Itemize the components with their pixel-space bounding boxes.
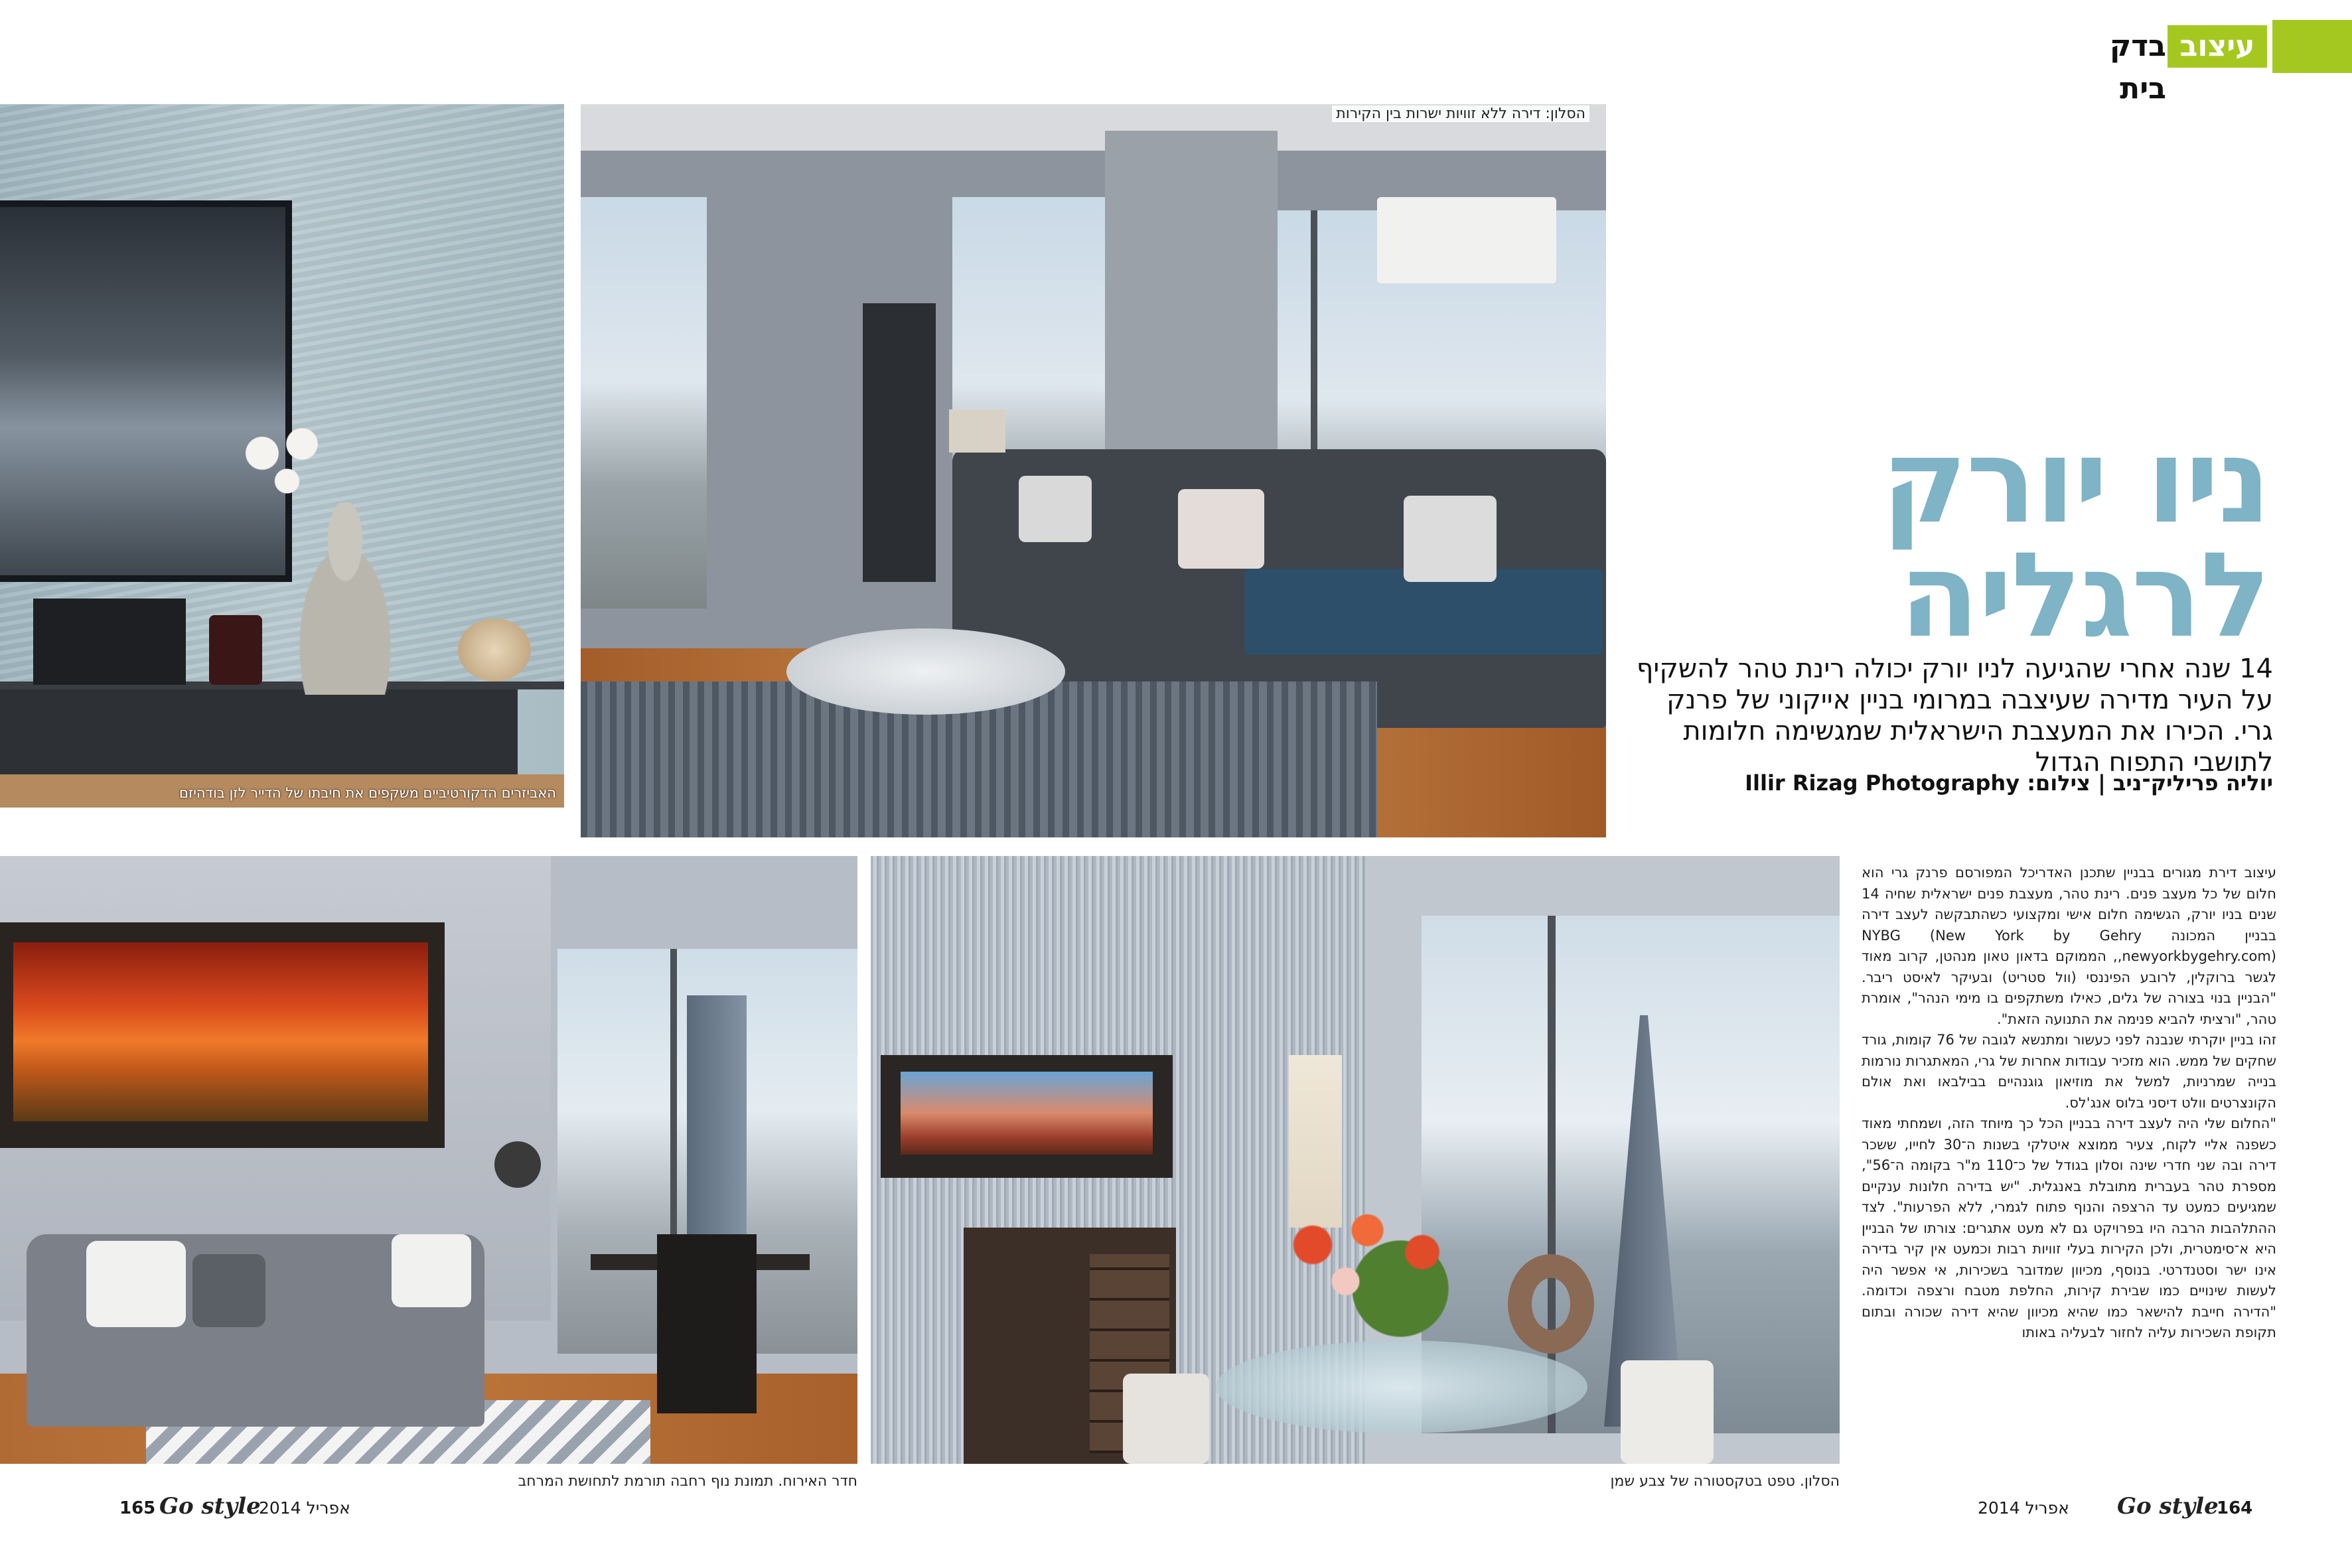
go-style-logo-right: Go style xyxy=(2117,1493,2219,1520)
guest-pillow-white xyxy=(86,1241,186,1327)
dining-chair-left xyxy=(1123,1374,1209,1464)
photo-buddha-wall xyxy=(0,104,564,808)
photo-dining xyxy=(871,856,1840,1490)
pillow-3 xyxy=(1404,496,1497,582)
guest-pillow-white-2 xyxy=(392,1234,471,1307)
go-style-logo-left: Go style xyxy=(159,1493,261,1520)
footer-left xyxy=(119,1493,451,1526)
table-lamp xyxy=(949,409,1005,453)
section-name: בדק בית xyxy=(2109,29,2166,106)
pillow-2 xyxy=(1178,489,1264,569)
landscape-canyon xyxy=(901,1072,1153,1155)
coffee-table xyxy=(786,628,1065,715)
title-line-2: לרגליה xyxy=(1899,528,2270,664)
photo-living-room xyxy=(581,104,1606,837)
body-paragraph: עיצוב דירת מגורים בבניין שתכנן האדריכל המפורסם פרנק גרי הוא חלום של כל מעצב פנים. רינת טהר, מעצבת פנים ישראלית שחיה 14 שנים בניו יורק, הגשימה חלום אישי ומקצועי כשהתבקשה לעצב דירה בבניין המכונה NYBG (New York by Gehry ,newyorkbygehry.com), הממוקם בדאון טאון מנהטן, קרוב מאוד לגשר ברוקלין, לרובע הפיננסי (וול סטריט) ובעיקר לאיסט ריבר. "הבניין בנוי בצורה של גלים, כאילו משתקפים בו מימי הנהר", אומרת טהר, "ורציתי להביא פנימה את התנועה הזאת". xyxy=(1862,865,2276,1027)
stereo-unit xyxy=(33,599,186,685)
caption-guest-room: חדר האירוח. תמונת נוף רחבה תורמת לתחושת המרחב xyxy=(518,1473,857,1490)
sculpture-ring xyxy=(1508,1254,1594,1354)
footer-right xyxy=(1964,1493,2296,1526)
page-number-right: 164 xyxy=(2217,1498,2253,1518)
tv-screen xyxy=(0,200,292,582)
floor-lamp-shade xyxy=(1377,197,1556,283)
section-tag-label: עיצוב xyxy=(2168,25,2267,68)
body-paragraph: "החלום שלי היה לעצב דירה בבניין הכל כך מיוחד הזה, ושמחתי מאוד כשפנה אליי לקוח, צעיר ממוצא איטלקי בשנות ה־30 לחייו, ששכר דירה ובה שני חדרי שינה וסלון בגודל של כ־110 מ"ר בקומה ה־56", מספרת טהר בעברית מתובלת באנגלית. "יש בדירה חלונות ענקיים שמגיעים כמעט עד הרצפה והנוף פתוח לגמרי, ללא הפרעות". לצד ההתלהבות הרבה היו בפרויקט גם לא מעט אתגרים: צורתו של הבניין היא א־סימטרית, ולכן הקירות בעלי זוויות רבות וכמעט אין קיר בדירה אינו ישר וסטנדרטי. בנוסף, מכיוון שמדובר בשכירות, אי אפשר היה לעשות שינויים כמו שבירת קירות, החלפת מטבח ורצפה וכדומה. "הדירה חייבת להישאר כמו שהיא מכיוון שהיא דירה שכורה ובתום תקופת השכירות עליה לחזור לבעליה באותו xyxy=(1862,1115,2277,1340)
dining-chair-right xyxy=(1621,1360,1714,1464)
tripod-lamp xyxy=(494,1141,541,1188)
body-paragraph: זהו בניין יוקרתי שנבנה לפני כעשור ומתנשא לגובה של 76 קומות, גורד שחקים של ממש. הוא מזכיר עבודות אחרות של גרי, המאתגרות נורמות בנייה שמרניות, למשל את מוזיאון גוגנהיים בבילבאו ואת אולם הקונצרטים וולט דיסני בלוס אנג'לס. xyxy=(1862,1032,2276,1111)
photo-guest-room xyxy=(0,856,857,1490)
orchid-flowers xyxy=(232,416,332,509)
article-body xyxy=(1862,863,2276,1447)
desk-chair xyxy=(657,1234,757,1413)
article-credits: יוליה פריליק־ניב | צילום: Illir Rizag Photography xyxy=(1745,770,2273,796)
title-line-1: ניו יורק xyxy=(1881,413,2270,549)
section-tag xyxy=(2272,20,2352,73)
article-lead: 14 שנה אחרי שהגיעה לניו יורק יכולה רינת טהר להשקיף על העיר מדירה שעיצבה במרומי בניין אייקוני של פרנק גרי. הכירו את המעצבת הישראלית שמגשימה חלומות לתושבי התפוח הגדול xyxy=(1636,654,2273,778)
guest-pillow-grey xyxy=(192,1254,265,1327)
issue-date-right: אפריל 2014 xyxy=(1978,1498,2069,1518)
tulip-bouquet xyxy=(1269,1201,1488,1347)
pillow-1 xyxy=(1019,476,1092,542)
section-header xyxy=(2060,20,2352,106)
window-left xyxy=(581,197,707,608)
panorama-sunset xyxy=(13,942,428,1121)
article-title xyxy=(1613,413,2270,664)
page-number-left: 165 xyxy=(119,1498,156,1518)
coral-ball xyxy=(458,618,531,681)
glass-table xyxy=(1216,1340,1587,1433)
orchid-pot xyxy=(209,615,262,685)
caption-dining: הסלון. טפט בטקסטורה של צבע שמן xyxy=(1610,1473,1840,1490)
caption-buddha-wall: האביזרים הדקורטיביים משקפים את חיבתו של הדייר לזן בודהיזם xyxy=(179,785,556,801)
dining-mullion xyxy=(1548,916,1556,1433)
issue-date-left: אפריל 2014 xyxy=(259,1498,350,1518)
caption-living-room: הסלון: דירה ללא זוויות ישרות בין הקירות xyxy=(1332,106,1589,122)
buddha-statue xyxy=(279,502,411,695)
mirror xyxy=(863,303,936,582)
